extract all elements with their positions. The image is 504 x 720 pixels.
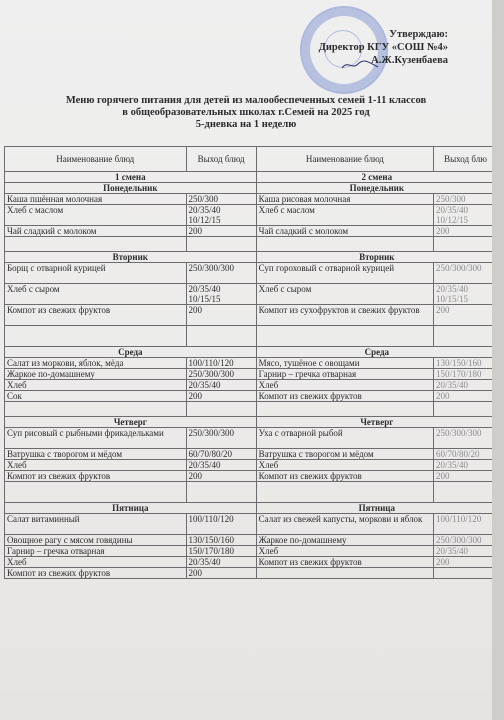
- day-row: [5, 183, 493, 194]
- dish-name-left: Гарнир – гречка отварная: [5, 546, 187, 557]
- portion-left: 100/110/120: [186, 358, 256, 369]
- portion-left: 130/150/160: [186, 535, 256, 546]
- portion-left: 250/300/300: [186, 263, 256, 284]
- dish-name-left: Салат витаминный: [5, 514, 187, 535]
- dish-name-right: Чай сладкий с молоком: [256, 226, 433, 237]
- table-row: [5, 391, 493, 402]
- table-row: [5, 194, 493, 205]
- portion-right: 200: [434, 305, 492, 326]
- dish-name-right: Жаркое по-домашнему: [256, 535, 433, 546]
- dish-name-left: Салат из моркови, яблок, мёда: [5, 358, 187, 369]
- dish-name-right: Компот из свежих фруктов: [256, 391, 433, 402]
- table-row: [5, 535, 493, 546]
- dish-name-right: Компот из свежих фруктов: [256, 557, 433, 568]
- dish-name-right: Ватрушка с творогом и мёдом: [256, 449, 433, 460]
- day-label-left: Среда: [5, 347, 257, 358]
- header-dish-name-2: Наименование блюд: [256, 147, 433, 172]
- portion-right: 250/300/300: [434, 535, 492, 546]
- table-row: [5, 449, 493, 460]
- dish-name-left: Каша пшённая молочная: [5, 194, 187, 205]
- dish-name-right: Суп гороховый с отварной курицей: [256, 263, 433, 284]
- portion-right: 20/35/40: [434, 460, 492, 471]
- table-row: [5, 369, 493, 380]
- header-dish-name-1: Наименование блюд: [5, 147, 187, 172]
- portion-right: 200: [434, 471, 492, 482]
- day-row: [5, 347, 493, 358]
- day-label-right: Четверг: [256, 417, 492, 428]
- dish-name-left: Жаркое по-домашнему: [5, 369, 187, 380]
- portion-left: 250/300/300: [186, 369, 256, 380]
- menu-table: [4, 146, 492, 579]
- portion-left: 200: [186, 305, 256, 326]
- dish-name-left: Компот из свежих фруктов: [5, 305, 187, 326]
- header-portion-2: Выход блю: [434, 147, 492, 172]
- approval-line-1: Утверждаю:: [389, 29, 448, 40]
- portion-left: 200: [186, 568, 256, 579]
- dish-name-left: Хлеб с сыром: [5, 284, 187, 305]
- dish-name-right: Салат из свежей капусты, моркови и яблок: [256, 514, 433, 535]
- dish-name-left: Сок: [5, 391, 187, 402]
- portion-right: 20/35/40 10/12/15: [434, 205, 492, 226]
- table-row: [5, 546, 493, 557]
- dish-name-right: Хлеб: [256, 460, 433, 471]
- title-line-2: в общеобразовательных школах г.Семей на 2025 год: [122, 107, 370, 118]
- portion-left: 20/35/40: [186, 557, 256, 568]
- dish-name-right: Каша рисовая молочная: [256, 194, 433, 205]
- portion-right: 100/110/120: [434, 514, 492, 535]
- portion-right: 200: [434, 226, 492, 237]
- table-row: [5, 358, 493, 369]
- portion-left: 250/300: [186, 194, 256, 205]
- background-edge: [492, 0, 504, 720]
- table-row: [5, 471, 493, 482]
- table-row: [5, 460, 493, 471]
- portion-right: 60/70/80/20: [434, 449, 492, 460]
- dish-name-right: [256, 568, 433, 579]
- portion-left: 250/300/300: [186, 428, 256, 449]
- table-row: [5, 380, 493, 391]
- document-title: [0, 95, 492, 131]
- portion-left: 150/170/180: [186, 546, 256, 557]
- portion-right: 20/35/40: [434, 380, 492, 391]
- dish-name-left: Хлеб: [5, 380, 187, 391]
- dish-name-right: Хлеб с маслом: [256, 205, 433, 226]
- day-label-left: Вторник: [5, 252, 257, 263]
- day-label-right: Вторник: [256, 252, 492, 263]
- spacer-row: [5, 402, 493, 417]
- table-row: [5, 263, 493, 284]
- day-label-right: Понедельник: [256, 183, 492, 194]
- day-label-right: Пятница: [256, 503, 492, 514]
- dish-name-right: Уха с отварной рыбой: [256, 428, 433, 449]
- header-portion-1: Выход блюд: [186, 147, 256, 172]
- day-label-right: Среда: [256, 347, 492, 358]
- table-row: [5, 428, 493, 449]
- dish-name-left: Хлеб: [5, 460, 187, 471]
- spacer-row: [5, 237, 493, 252]
- approval-line-2: Директор КГУ «СОШ №4»: [318, 42, 448, 53]
- dish-name-right: Мясо, тушёное с овощами: [256, 358, 433, 369]
- day-row: [5, 503, 493, 514]
- table-header-row: [5, 147, 493, 172]
- portion-left: 20/35/40 10/15/15: [186, 284, 256, 305]
- portion-left: 200: [186, 226, 256, 237]
- portion-left: 100/110/120: [186, 514, 256, 535]
- day-label-left: Понедельник: [5, 183, 257, 194]
- portion-right: 250/300: [434, 194, 492, 205]
- day-label-left: Четверг: [5, 417, 257, 428]
- portion-left: 20/35/40: [186, 460, 256, 471]
- portion-left: 20/35/40 10/12/15: [186, 205, 256, 226]
- portion-right: 130/150/160: [434, 358, 492, 369]
- dish-name-left: Чай сладкий с молоком: [5, 226, 187, 237]
- portion-right: 250/300/300: [434, 428, 492, 449]
- dish-name-right: Гарнир – гречка отварная: [256, 369, 433, 380]
- day-row: [5, 252, 493, 263]
- portion-right: 200: [434, 391, 492, 402]
- dish-name-left: Борщ с отварной курицей: [5, 263, 187, 284]
- dish-name-left: Суп рисовый с рыбными фрикадельками: [5, 428, 187, 449]
- dish-name-right: Компот из сухофруктов и свежих фруктов: [256, 305, 433, 326]
- table-row: [5, 568, 493, 579]
- portion-right: 250/300/300: [434, 263, 492, 284]
- table-row: [5, 305, 493, 326]
- day-row: [5, 417, 493, 428]
- table-row: [5, 557, 493, 568]
- portion-left: 20/35/40: [186, 380, 256, 391]
- portion-left: 200: [186, 471, 256, 482]
- portion-left: 60/70/80/20: [186, 449, 256, 460]
- portion-right: 150/170/180: [434, 369, 492, 380]
- portion-left: 200: [186, 391, 256, 402]
- table-row: [5, 226, 493, 237]
- approval-line-3: А.Ж.Кузенбаева: [371, 55, 448, 66]
- dish-name-left: Хлеб с маслом: [5, 205, 187, 226]
- approval-block: [319, 28, 448, 67]
- title-line-1: Меню горячего питания для детей из малообеспеченных семей 1-11 классов: [65, 95, 427, 106]
- day-label-left: Пятница: [5, 503, 257, 514]
- table-row: [5, 514, 493, 535]
- table-row: [5, 205, 493, 226]
- portion-right: 20/35/40 10/15/15: [434, 284, 492, 305]
- dish-name-left: Овощное рагу с мясом говядины: [5, 535, 187, 546]
- dish-name-right: Хлеб: [256, 380, 433, 391]
- title-line-3: 5-дневка на 1 неделю: [195, 119, 297, 130]
- dish-name-left: Хлеб: [5, 557, 187, 568]
- dish-name-left: Ватрушка с творогом и мёдом: [5, 449, 187, 460]
- dish-name-left: Компот из свежих фруктов: [5, 568, 187, 579]
- shift-row: [5, 172, 493, 183]
- portion-right: [434, 568, 492, 579]
- portion-right: 200: [434, 557, 492, 568]
- shift-2-label: 2 смена: [256, 172, 492, 183]
- spacer-row: [5, 326, 493, 347]
- spacer-row: [5, 482, 493, 503]
- table-row: [5, 284, 493, 305]
- portion-right: 20/35/40: [434, 546, 492, 557]
- dish-name-right: Хлеб: [256, 546, 433, 557]
- dish-name-left: Компот из свежих фруктов: [5, 471, 187, 482]
- dish-name-right: Компот из свежих фруктов: [256, 471, 433, 482]
- dish-name-right: Хлеб с сыром: [256, 284, 433, 305]
- shift-1-label: 1 смена: [5, 172, 257, 183]
